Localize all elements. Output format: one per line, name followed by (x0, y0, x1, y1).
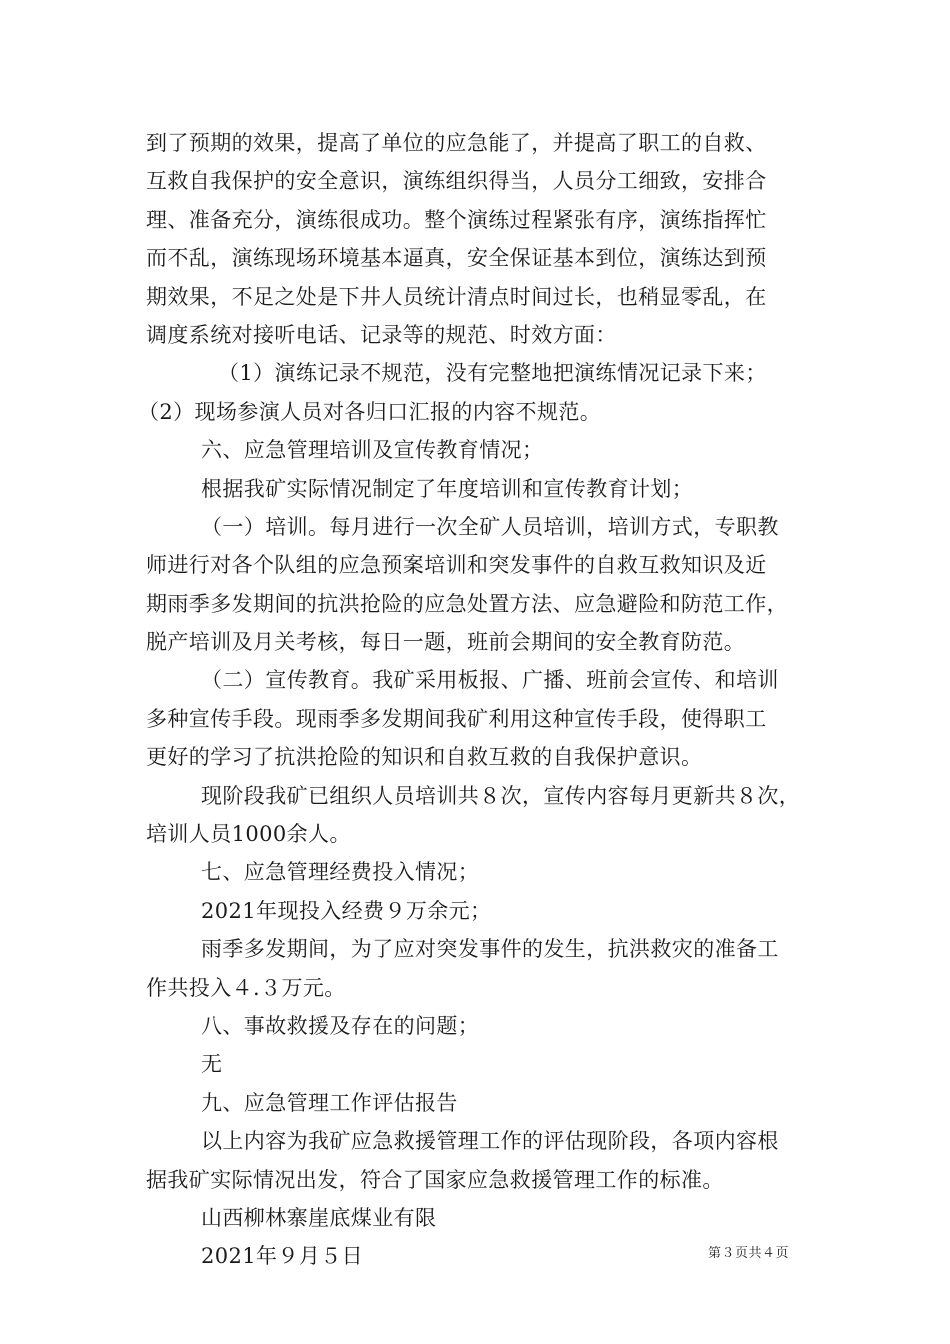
text-line: 多种宣传手段。现雨季多发期间我矿利用这种宣传手段，使得职工 (146, 706, 767, 731)
text-line: 以上内容为我矿应急救援管理工作的评估现阶段，各项内容根 (201, 1129, 779, 1154)
text-line: 作共投入４.３万元。 (146, 975, 346, 1000)
text-line: 理、准备充分，演练很成功。整个演练过程紧张有序，演练指挥忙 (146, 207, 767, 232)
section-heading: 七、应急管理经费投入情况； (201, 860, 480, 885)
company-name: 山西柳林寨崖底煤业有限 (201, 1205, 437, 1230)
document-body (138, 124, 816, 1276)
text-line: （二）宣传教育。我矿采用板报、广播、班前会宣传、和培训 (201, 668, 779, 693)
text-line: 雨季多发期间，为了应对突发事件的发生，抗洪救灾的准备工 (201, 937, 779, 962)
text-line: 培训人员1000余人。 (146, 822, 351, 847)
text-line: 而不乱，演练现场环境基本逼真，安全保证基本到位，演练达到预 (146, 246, 767, 271)
document-date: 2021年９月５日 (201, 1244, 364, 1269)
section-heading: 九、应急管理工作评估报告 (201, 1090, 458, 1115)
text-line: 更好的学习了抗洪抢险的知识和自救互救的自我保护意识。 (146, 745, 703, 770)
page-number: 第３页共４页 (708, 1246, 790, 1261)
text-line: 据我矿实际情况出发，符合了国家应急救援管理工作的标准。 (146, 1167, 724, 1192)
text-line: 到了预期的效果，提高了单位的应急能了，并提高了职工的自救、 (146, 131, 767, 155)
text-line: 互救自我保护的安全意识，演练组织得当，人员分工细致，安排合 (146, 169, 767, 194)
text-line: 现阶段我矿已组织人员培训共８次，宣传内容每月更新共８次， (201, 783, 801, 808)
text-line: （一）培训。每月进行一次全矿人员培训，培训方式，专职教 (201, 514, 779, 539)
text-line: 2021年现投入经费９万余元； (201, 898, 492, 923)
text-line: 期效果，不足之处是下井人员统计清点时间过长，也稍显零乱，在 (146, 284, 767, 309)
section-heading: 八、事故救援及存在的问题； (201, 1013, 480, 1038)
text-line: 无 (201, 1052, 223, 1077)
text-line: （2）现场参演人员对各归口汇报的内容不规范。 (138, 399, 602, 424)
text-line: 根据我矿实际情况制定了年度培训和宣传教育计划； (201, 476, 694, 501)
text-line: （1）演练记录不规范，没有完整地把演练情况记录下来； (218, 361, 767, 386)
text-line: 期雨季多发期间的抗洪抢险的应急处置方法、应急避险和防范工作， (146, 591, 788, 616)
text-line: 师进行对各个队组的应急预案培训和突发事件的自救互救知识及近 (146, 553, 767, 578)
section-heading: 六、应急管理培训及宣传教育情况； (201, 438, 544, 463)
text-line: 脱产培训及月关考核，每日一题，班前会期间的安全教育防范。 (146, 630, 746, 655)
text-line: 调度系统对接听电话、记录等的规范、时效方面： (146, 322, 617, 347)
